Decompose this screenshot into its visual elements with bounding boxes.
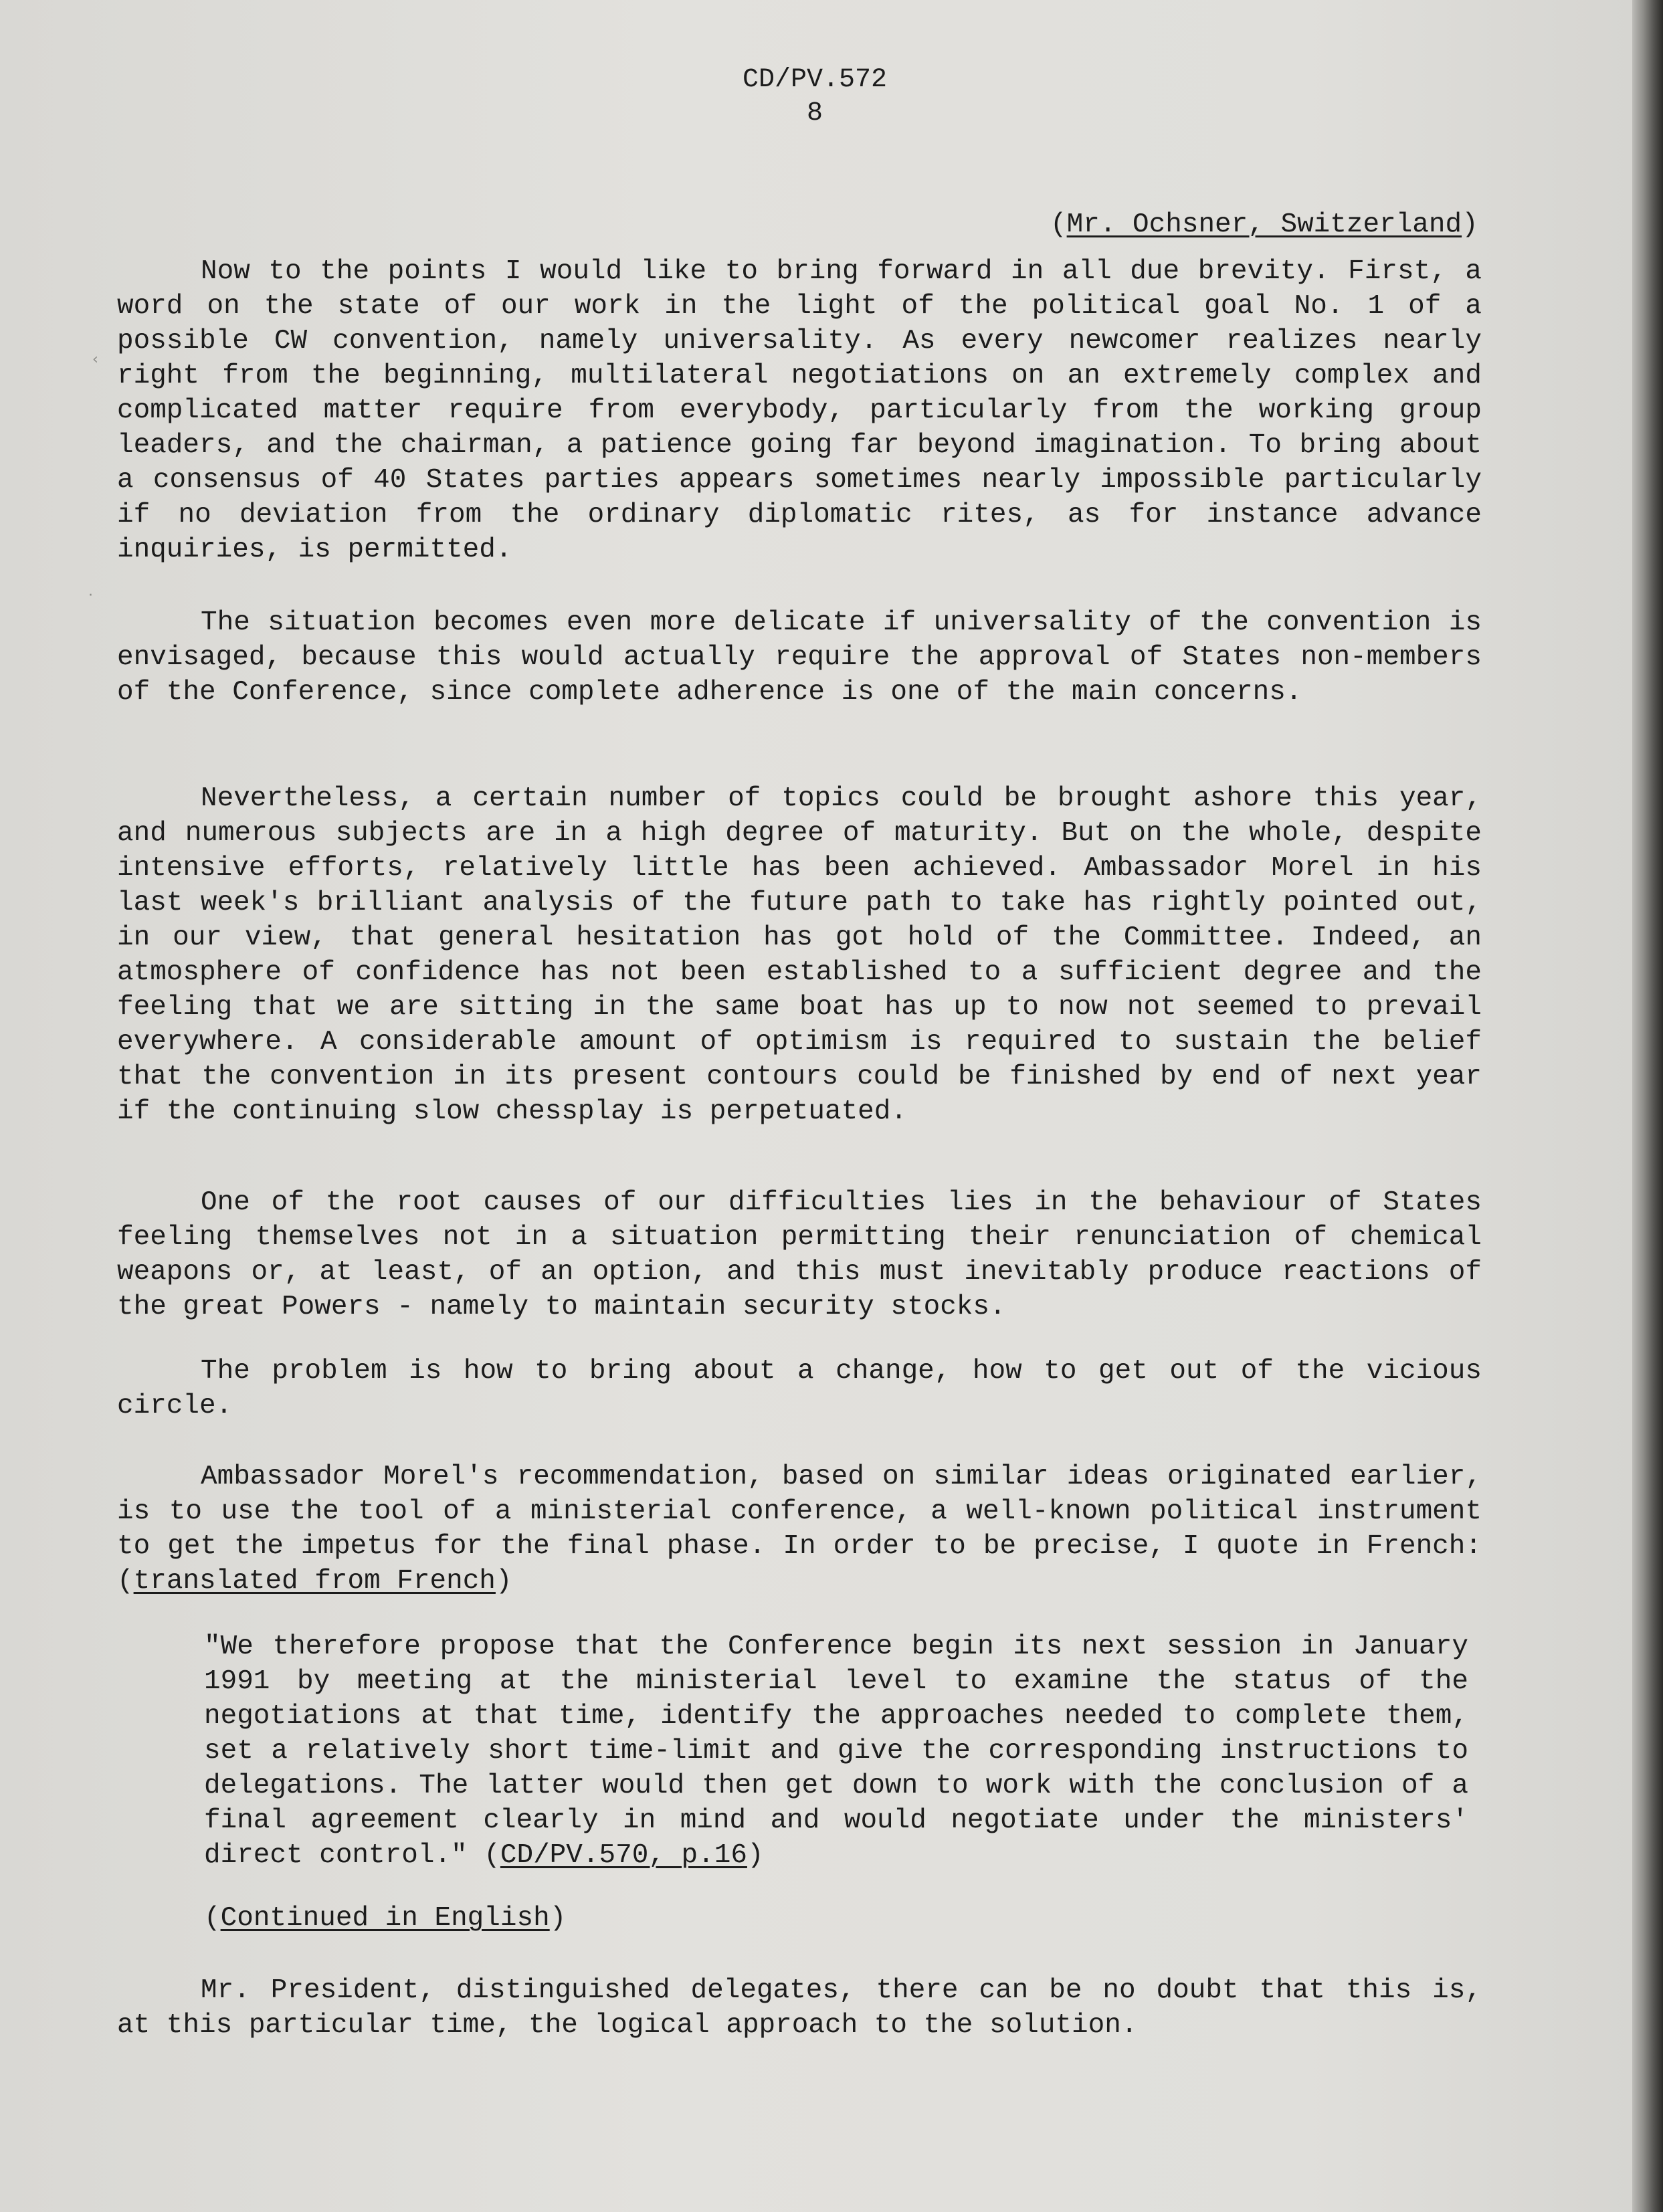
continued-label: Continued in English — [220, 1903, 550, 1934]
quote-reference: CD/PV.570, p.16 — [500, 1840, 747, 1871]
speaker-open-paren: ( — [1050, 209, 1067, 240]
paragraph-recommendation — [117, 1460, 1482, 1599]
document-symbol: CD/PV.572 — [742, 65, 888, 95]
page-number: 8 — [806, 98, 823, 128]
continued-open-paren: ( — [204, 1903, 221, 1934]
quote-text: "We therefore propose that the Conference begin its next session in January 1991 by meeting at the ministerial level to examine the status of the negotiations at that time, identify the approaches needed to complete them, set a relatively short time-limit and give the corresponding instructions to delegations. The latter would then get down to work with the conclusion of a final agreement clearly in mind and would negotiate under the ministers' direct control." ( — [204, 1631, 1468, 1871]
paragraph-nevertheless: Nevertheless, a certain number of topics could be brought ashore this year, and numerous subjects are in a high degree of maturity. But on the whole, despite intensive efforts, relatively little has been achieved. Ambassador Morel in his last week's brilliant analysis of the future path to take has rightly pointed out, in our view, that general hesitation has got hold of the Committee. Indeed, an atmosphere of confidence has not been established to a sufficient degree and the feeling that we are sitting in the same boat has up to now not seemed to prevail everywhere. A considerable amount of optimism is required to sustain the belief that the convention in its present contours could be finished by end of next year if the continuing slow chessplay is perpetuated. — [117, 783, 1482, 1127]
page-header — [731, 64, 898, 130]
speaker-close-paren: ) — [1462, 209, 1478, 240]
speaker-name: Mr. Ochsner, Switzerland — [1066, 209, 1462, 240]
paragraph-universality: The situation becomes even more delicate if universality of the convention is envisaged, because this would actually require the approval of States non-members of the Conference, since complete adherence is one of the main concerns. — [117, 607, 1482, 708]
margin-mark: · — [88, 587, 93, 604]
paragraph-closing: Mr. President, distinguished delegates, there can be no doubt that this is, at this particular time, the logical approach to the solution. — [117, 1975, 1482, 2041]
page-edge-shadow — [1632, 0, 1663, 2212]
margin-mark: ‹ — [92, 351, 98, 368]
quoted-proposal — [204, 1629, 1468, 1873]
recommendation-close-paren: ) — [495, 1566, 512, 1597]
recommendation-text: Ambassador Morel's recommendation, based on similar ideas originated earlier, is to use the tool of a ministerial conference, a well-known political instrument to get the impetus for the final phase. In order to be precise, I quote in French: ( — [117, 1462, 1482, 1597]
continued-close-paren: ) — [549, 1903, 567, 1934]
speaker-attribution — [1050, 207, 1478, 242]
translated-from-french: translated from French — [133, 1566, 496, 1597]
continued-in-english — [204, 1901, 566, 1936]
quote-close-paren: ) — [747, 1840, 764, 1871]
paragraph-root-causes: One of the root causes of our difficulties lies in the behaviour of States feeling themselves not in a situation permitting their renunciation of chemical weapons or, at least, of an option, and this must inevitably produce reactions of the great Powers - namely to maintain security stocks. — [117, 1187, 1482, 1322]
paragraph-problem: The problem is how to bring about a change, how to get out of the vicious circle. — [117, 1356, 1482, 1421]
paragraph-brevity: Now to the points I would like to bring forward in all due brevity. First, a word on the state of our work in the light of the political goal No. 1 of a possible CW convention, namely universality. As every newcomer realizes nearly right from the beginning, multilateral negotiations on an extremely complex and complicated matter require from everybody, particularly from the working group leaders, and the chairman, a patience going far beyond imagination. To bring about a consensus of 40 States parties appears sometimes nearly impossible particularly if no deviation from the ordinary diplomatic rites, as for instance advance inquiries, is permitted. — [117, 256, 1482, 565]
